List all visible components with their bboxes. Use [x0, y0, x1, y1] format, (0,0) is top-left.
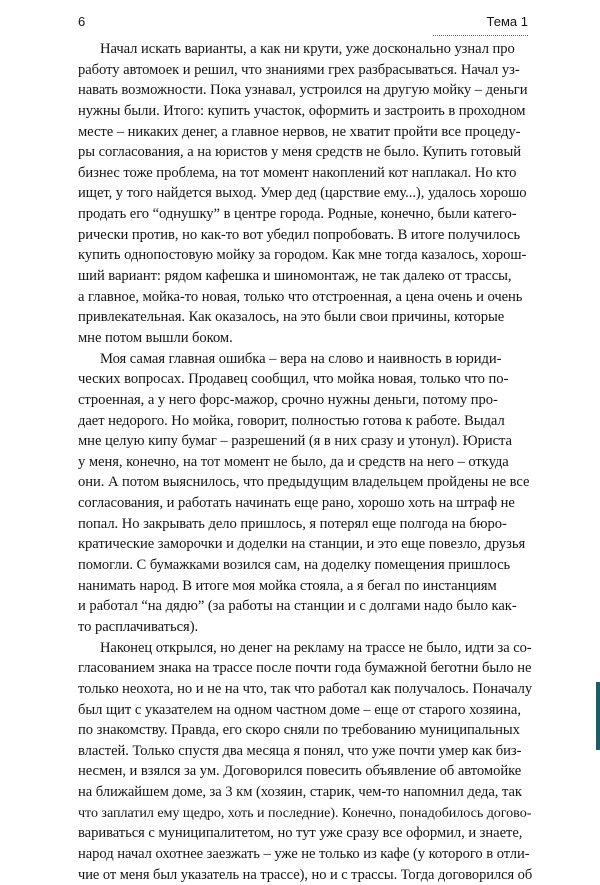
body-text — [78, 39, 532, 885]
text-line: попал. Но закрывать дело пришлось, я потерял еще полгода на бюро- — [78, 515, 507, 532]
text-line: они. А потом выяснилось, что предыдущим владельцем пройдены не все — [78, 474, 530, 491]
text-line: Наконец открылся, но денег на рекламу на трассе не было, идти за со- — [100, 639, 532, 656]
text-line: вариваться с муниципалитетом, но тут уже сразу все оформил, и знаете, — [78, 825, 523, 842]
text-line: несмен, и взялся за ум. Договорился повесить объявление об автомойке — [78, 763, 522, 780]
text-line: месте – никаких денег, а главное нервов, не хватит пройти все процеду- — [78, 123, 521, 140]
text-line: продать его “однушку” в центре города. Родные, конечно, были катего- — [78, 206, 517, 223]
text-line: Моя самая главная ошибка – вера на слово и наивность в юриди- — [100, 350, 502, 367]
text-line: кратические заморочки и доделки на станции, и это еще повезло, друзья — [78, 536, 526, 553]
text-line: ры согласования, а на юристов у меня средств не было. Купить готовый — [78, 144, 521, 161]
text-line: то расплачиваться). — [78, 618, 199, 635]
text-line: бизнес тоже проблема, на тот момент накоплений кот наплакал. Но кто — [78, 164, 517, 181]
text-line: гласованием знака на трассе после почти года бумажной беготни было не — [78, 660, 532, 677]
text-line: строенная, а у него форс-мажор, срочно нужны деньги, потому про- — [78, 391, 498, 408]
text-line: у меня, конечно, на тот момент не было, да и средств на него – откуда — [78, 453, 509, 470]
header-rule — [433, 35, 528, 36]
text-line: только неохота, но и не на что, так что работал как получалось. Поначалу — [78, 680, 533, 697]
text-line: ищет, у того найдется выход. Умер дед (царствие ему...), удалось хорошо — [78, 185, 527, 202]
text-line: а главное, мойка-то новая, только что отстроенная, а цена очень и очень — [78, 288, 523, 305]
text-line: чие от меня был указатель на трассе), но и с трассы. Тогда договорился об — [78, 866, 533, 883]
text-line: привлекательная. Как оказалось, на это были свои причины, которые — [78, 309, 505, 326]
page-number: 6 — [78, 14, 86, 29]
text-line: навать возможности. Пока узнавал, устроился на другую мойку – деньги — [78, 82, 528, 99]
text-line: мне потом вышли боком. — [78, 329, 233, 346]
text-line: купить однопостовую мойку за городом. Как мне тогда казалось, хорош- — [78, 247, 527, 264]
text-line: работу автомоек и решил, что знаниями грех разбрасываться. Начал уз- — [78, 61, 520, 78]
text-line: Начал искать варианты, а как ни крути, уже досконально узнал про — [100, 41, 515, 57]
text-line: ческих вопросах. Продавец сообщил, что мойка новая, только что по- — [78, 371, 509, 388]
text-line: мне целую кипу бумаг – разрешений (я в них сразу и утонул). Юриста — [78, 433, 512, 450]
text-line: по знакомству. Правда, его скоро сняли по требованию муниципальных — [78, 722, 520, 739]
text-line: рически против, но как-то вот убедил попробовать. В итоге получилось — [78, 226, 521, 243]
text-line: что заплатил ему щедро, хоть и последние). Конечно, понадобилось догово- — [78, 804, 532, 821]
page-header — [78, 14, 528, 36]
text-line: народ начал охотнее заезжать – уже не только из кафе (у которого в отли- — [78, 845, 530, 862]
text-line: нужны были. Итого: купить участок, оформить и застроить в проходном — [78, 102, 526, 119]
text-line: на ближайшем доме, за 3 км (хозяин, старик, чем-то напомнил деда, так — [78, 784, 522, 801]
text-line: и работал “на дядю” (за работы на станции и с долгами надо было как- — [78, 598, 517, 615]
text-line: был щит с указателем на одном частном доме – еще от старого хозяина, — [78, 701, 521, 718]
running-head: Тема 1 — [486, 14, 528, 29]
text-line: дает недорого. Но мойка, говорит, полностью готова к работе. Выдал — [78, 412, 505, 429]
text-line: согласования, и работать начинать еще рано, хорошо хоть на штраф не — [78, 495, 515, 512]
text-line: ший вариант: рядом кафешка и шиномонтаж, не так далеко от трассы, — [78, 268, 512, 285]
text-line: помогли. С бумажками возился сам, на доделку помещения пришлось — [78, 557, 511, 574]
text-line: властей. Только спустя два месяца я понял, что уже почти умер как биз- — [78, 742, 522, 759]
page-edge-mark — [596, 682, 600, 750]
text-line: нанимать народ. В итоге моя мойка стояла, а я бегал по инстанциям — [78, 577, 497, 594]
